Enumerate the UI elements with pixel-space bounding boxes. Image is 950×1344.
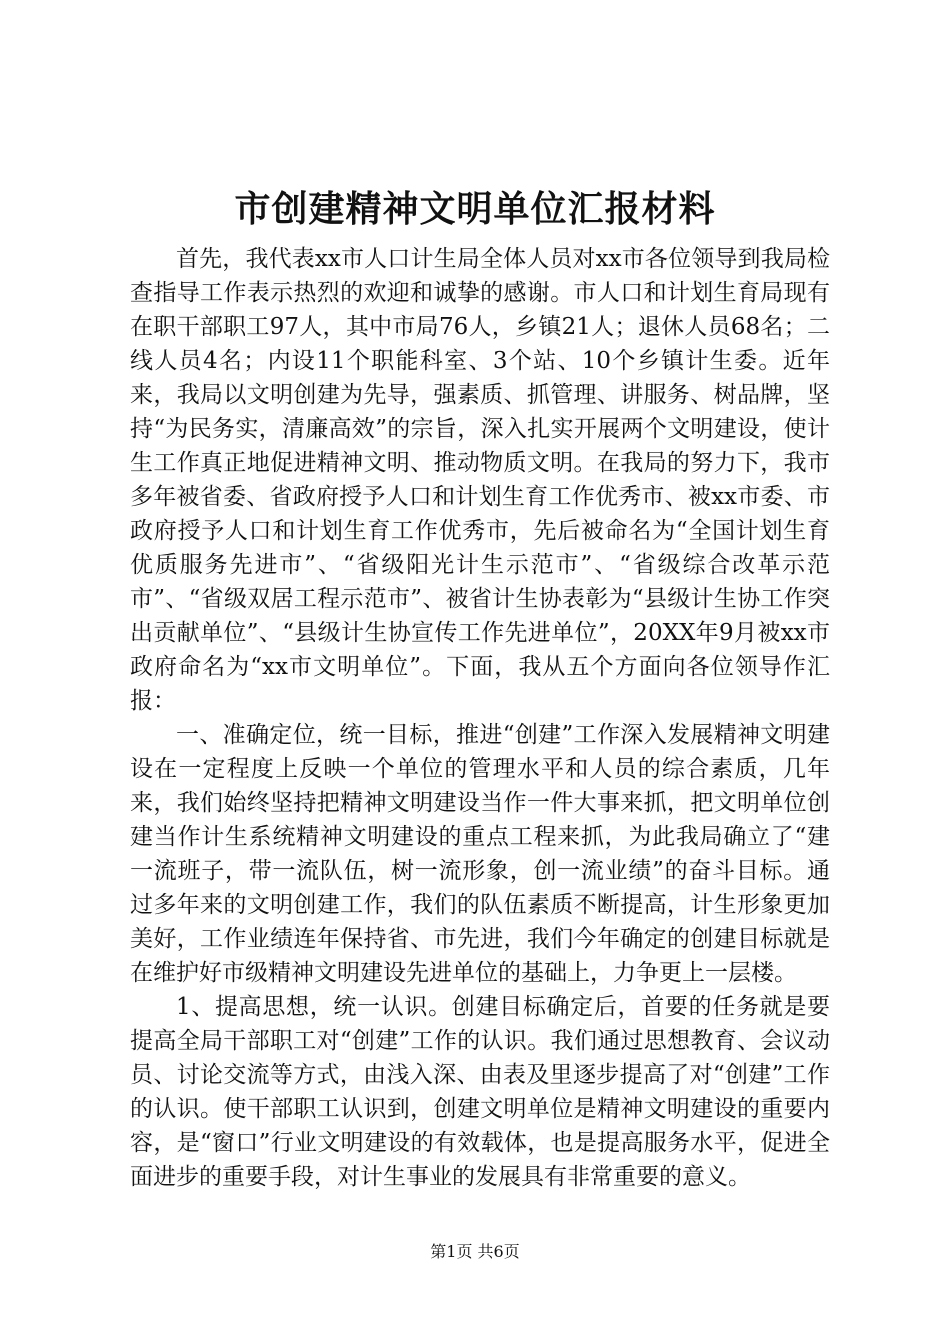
paragraph-item-one: 1、提高思想，统一认识。创建目标确定后，首要的任务就是要提高全局干部职工对“创建”工作的认识。我们通过思想教育、会议动员、讨论交流等方式，由浅入深、由表及里逐步提高了对“创建”工作的认识。使干部职工认识到，创建文明单位是精神文明建设的重要内容，是“窗口”行业文明建设的有效载体，也是提高服务水平，促进全面进步的重要手段，对计生事业的发展具有非常重要的意义。 — [130, 994, 830, 1190]
paragraph-section-one: 一、准确定位，统一目标，推进“创建”工作深入发展精神文明建设在一定程度上反映一个单位的管理水平和人员的综合素质，几年来，我们始终坚持把精神文明建设当作一件大事来抓，把文明单位创建当作计生系统精神文明建设的重点工程来抓，为此我局确立了“建一流班子，带一流队伍，树一流形象，创一流业绩”的奋斗目标。通过多年来的文明创建工作，我们的队伍素质不断提高，计生形象更加美好，工作业绩连年保持省、市先进，我们今年确定的创建目标就是在维护好市级精神文明建设先进单位的基础上，力争更上一层楼。 — [130, 722, 830, 986]
document-body — [130, 242, 830, 1194]
paragraph-intro: 首先，我代表xx市人口计生局全体人员对xx市各位领导到我局检查指导工作表示热烈的欢迎和诚挚的感谢。市人口和计划生育局现有在职干部职工97人，其中市局76人，乡镇21人；退休人员68名；二线人员4名；内设11个职能科室、3个站、10个乡镇计生委。近年来，我局以文明创建为先导，强素质、抓管理、讲服务、树品牌，坚持“为民务实，清廉高效”的宗旨，深入扎实开展两个文明建设，使计生工作真正地促进精神文明、推动物质文明。在我局的努力下，我市多年被省委、省政府授予人口和计划生育工作优秀市、被xx市委、市政府授予人口和计划生育工作优秀市，先后被命名为“全国计划生育优质服务先进市”、“省级阳光计生示范市”、“省级综合改革示范市”、“省级双居工程示范市”、被省计生协表彰为“县级计生协工作突出贡献单位”、“县级计生协宣传工作先进单位”，20XX年9月被xx市政府命名为“xx市文明单位”。下面，我从五个方面向各位领导作汇报： — [130, 246, 830, 714]
document-title: 市创建精神文明单位汇报材料 — [234, 188, 716, 230]
page-footer: 第1页 共6页 — [430, 1242, 520, 1261]
